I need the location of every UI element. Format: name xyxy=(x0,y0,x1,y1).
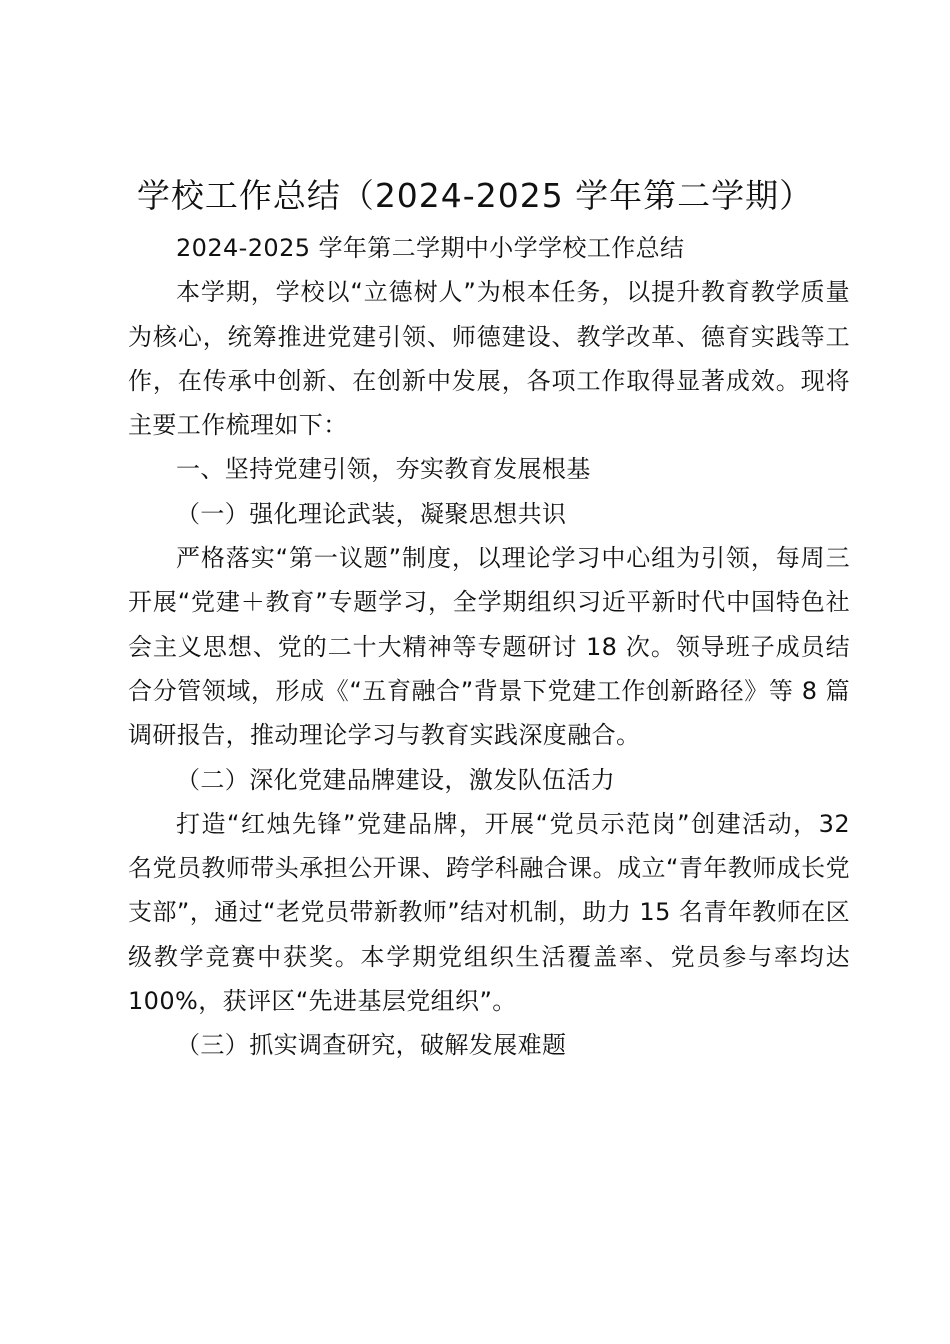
intro-paragraph: 本学期，学校以“立德树人”为根本任务，以提升教育教学质量为核心，统筹推进党建引领、师德建设、教学改革、德育实践等工作，在传承中创新、在创新中发展，各项工作取得显著成效。现将主要工作梳理如下： xyxy=(128,278,850,440)
subsection-heading-3: （三）抓实调查研究，破解发展难题 xyxy=(176,1031,567,1060)
section-heading-1: 一、坚持党建引领，夯实教育发展根基 xyxy=(176,455,591,484)
document-title: 学校工作总结（2024-2025 学年第二学期） xyxy=(136,176,814,215)
body-paragraph-2: 打造“红烛先锋”党建品牌，开展“党员示范岗”创建活动，32 名党员教师带头承担公开课、跨学科融合课。成立“青年教师成长党支部”，通过“老党员带新教师”结对机制，助力 15 名青年教师在区级教学竞赛中获奖。本学期党组织生活覆盖率、党员参与率均达 100%，获评区“先进基层党组织”。 xyxy=(128,809,850,1016)
subtitle-paragraph: 2024-2025 学年第二学期中小学学校工作总结 xyxy=(176,234,685,262)
subsection-heading-1: （一）强化理论武装，凝聚思想共识 xyxy=(176,499,567,528)
body-paragraph-1: 严格落实“第一议题”制度，以理论学习中心组为引领，每周三开展“党建＋教育”专题学习，全学期组织习近平新时代中国特色社会主义思想、党的二十大精神等专题研讨 18 次。领导班子成员结合分管领域，形成《“五育融合”背景下党建工作创新路径》等 8 篇调研报告，推动理论学习与教育实践深度融合。 xyxy=(128,544,850,750)
document-body xyxy=(128,226,850,1068)
subsection-heading-2: （二）深化党建品牌建设，激发队伍活力 xyxy=(176,765,616,794)
